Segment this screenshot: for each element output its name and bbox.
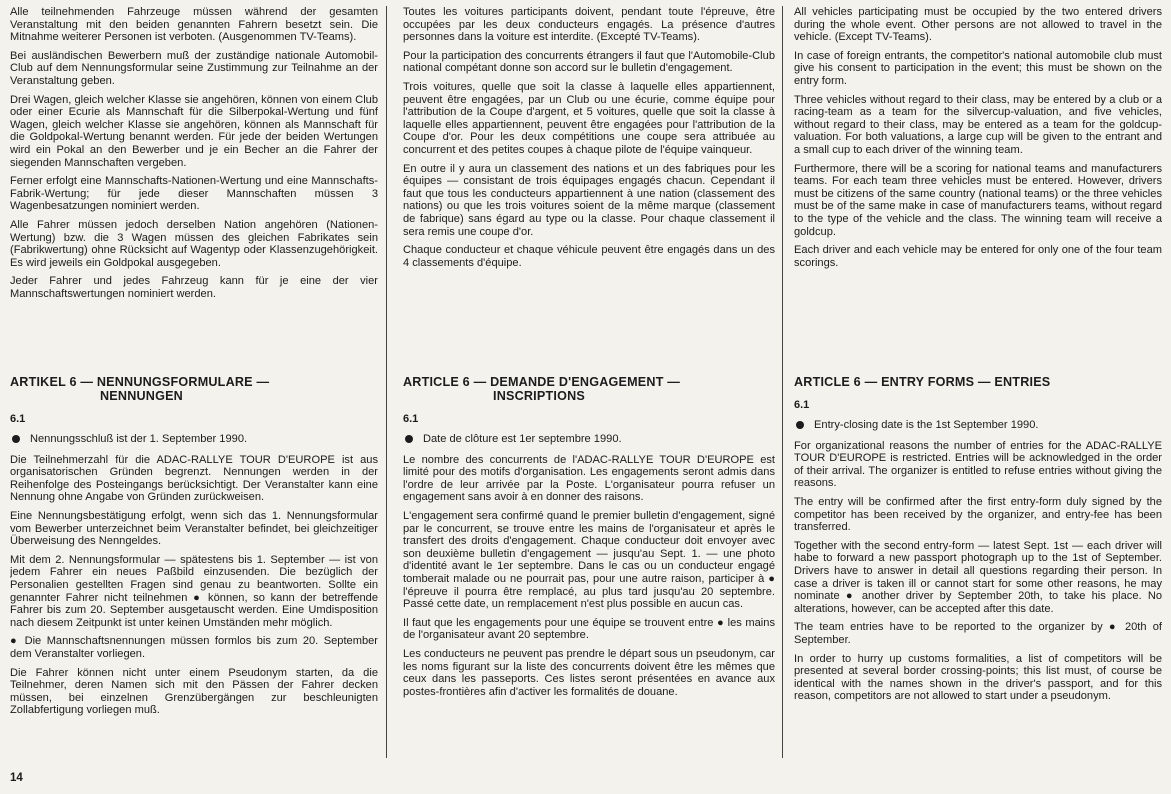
- french-top-text: [403, 6, 775, 361]
- section-number: 6.1: [403, 413, 419, 425]
- paragraph: Each driver and each vehicle may be entered for only one of the four team scorings.: [794, 244, 1162, 269]
- paragraph: For organizational reasons the number of entries for the ADAC-RALLYE TOUR D'EUROPE is restricted. Entries will be acknowledged in the order of their arrival. The organizer is entitled to refuse entries without giving the reasons.: [794, 439, 1162, 490]
- bullet-icon: [405, 435, 413, 443]
- paragraph: Drei Wagen, gleich welcher Klasse sie angehören, können von einem Club oder einer Ecurie als Mannschaft für die Silberpokal-Wertung und fünf Wagen, gleich welcher Klasse sie angehören, können als Mannschaft für die Goldpokal-Wertung benannt werden. Für jede der beiden Wertungen wird ein Pokal an den Bewerber und je ein Becher an die Fahrer der siegenden Mannschaften vergeben.: [10, 93, 378, 169]
- section-number: 6.1: [794, 399, 810, 411]
- heading-line: NENNUNGEN: [100, 389, 183, 403]
- bullet-item: [403, 433, 775, 446]
- paragraph: Die Teilnehmerzahl für die ADAC-RALLYE TOUR D'EUROPE ist aus organisatorischen Gründen begrenzt. Nennungen werden in der Reihenfolge des Posteingangs berücksichtigt. Der Veranstalter kann eine Nennung ohne Angabe von Gründen zurückweisen.: [10, 453, 378, 504]
- paragraph: Jeder Fahrer und jedes Fahrzeug kann für je eine der vier Mannschaftswertungen nominiert werden.: [10, 275, 378, 300]
- paragraph: The entry will be confirmed after the first entry-form duly signed by the competitor has been received by the organizer, and entry-fee has been transferred.: [794, 495, 1162, 534]
- bullet-text: Nennungsschluß ist der 1. September 1990.: [30, 433, 248, 445]
- column-divider: [386, 6, 387, 758]
- paragraph: The team entries have to be reported to the organizer by ● 20th of September.: [794, 621, 1162, 646]
- heading-line: ARTIKEL 6 — NENNUNGSFORMULARE —: [10, 375, 270, 389]
- paragraph: ● Die Mannschaftsnennungen müssen formlos bis zum 20. September dem Veranstalter vorliegen.: [10, 635, 378, 660]
- paragraph: Three vehicles without regard to their class, may be entered by a club or a racing-team as a team for the silvercup-valuation, and five vehicles, without regard to their class, may be entered as a team for the goldcup-valuation. For both valuations, a large cup will be given to the entrant and a small cup to each driver of the winning team.: [794, 93, 1162, 156]
- paragraph: En outre il y aura un classement des nations et un des fabriques pour les équipes — consistant de trois équipages engagés chacun. Cependant il faut que tous les conducteurs appartiennent à une nation (classement des nations) ou que les trois voitures soient de la même marque (classement de fabrique) sans égard au type ou la classe. Pour chaque classement il sera remis une coupe d'or.: [403, 162, 775, 238]
- bullet-text: Date de clôture est 1er septembre 1990.: [423, 433, 622, 445]
- article-heading: [403, 375, 775, 403]
- bullet-item: [10, 433, 378, 446]
- paragraph: Bei ausländischen Bewerbern muß der zuständige nationale Automobil-Club auf dem Nennungsformular seine Zustimmung zur Teilnahme an der Veranstaltung geben.: [10, 49, 378, 87]
- heading-line: ARTICLE 6 — ENTRY FORMS — ENTRIES: [794, 375, 1051, 389]
- paragraph: Mit dem 2. Nennungsformular — spätestens bis 1. September — ist von jedem Fahrer ein neues Paßbild einzusenden. Die bezüglich der Personalien gestellten Fragen sind genau zu beantworten. Sollte ein genannter Fahrer nicht teilnehmen ● können, so kann der betreffende Fahrer bis zum 20. September ausgetauscht werden. Eine Umdisposition nach diesem Zeitpunkt ist unter keinen Umständen mehr möglich.: [10, 553, 378, 629]
- paragraph: Die Fahrer können nicht unter einem Pseudonym starten, da die Teilnehmer, deren Namen sich mit den Pässen der Fahrer decken müssen, bei einzelnen Grenzübergängen zur beschleunigten Zollabfertigung vorliegen muß.: [10, 666, 378, 717]
- paragraph: Alle teilnehmenden Fahrzeuge müssen während der gesamten Veranstaltung mit den beiden genannten Fahrern besetzt sein. Die Mitnahme weiterer Personen ist verboten. (Ausgenommen TV-Teams).: [10, 6, 378, 44]
- german-column: [10, 6, 378, 764]
- article-heading: [794, 375, 1162, 389]
- paragraph: L'engagement sera confirmé quand le premier bulletin d'engagement, signé par le concurrent, se trouve entre les mains de l'organisateur et après le transfert des droits d'engagement. Chaque conducteur doit envoyer avec son deuxième bulletin d'engagement — jusqu'au Sept. 1. — une photo d'identité avant le 1er septembre. Dans le cas ou un conducteur engagé tomberait malade ou ne pourrait pas, pour une autre raison, participer à ● l'épreuve il pourra être remplacé, au plus tard jusqu'au 20 septembre. Passé cette date, un remplacement n'est plus possible en aucun cas.: [403, 509, 775, 611]
- paragraph: Alle Fahrer müssen jedoch derselben Nation angehören (Nationen-Wertung) bzw. die 3 Wagen müssen des gleichen Fabrikates sein (Fabrikwertung) ohne Rücksicht auf Wagentyp oder Klassenzugehörigkeit. Es wird jeweils ein Goldpokal ausgegeben.: [10, 218, 378, 269]
- paragraph: Eine Nennungsbestätigung erfolgt, wenn sich das 1. Nennungsformular vom Bewerber unterzeichnet beim Veranstalter befindet, bei gleichzeitiger Überweisung des Nenngeldes.: [10, 509, 378, 548]
- article-heading: [10, 375, 378, 403]
- heading-line: INSCRIPTIONS: [493, 389, 585, 403]
- paragraph: Furthermore, there will be a scoring for national teams and manufacturers teams. For each team three vehicles must be entered. However, drivers must be citizens of the same country (national teams) or the three vehicles must be of the same make in case of manufacturers teams, without regard to the type of the vehicle and the class. The winning team will receive a goldcup.: [794, 162, 1162, 238]
- english-column: [794, 6, 1162, 764]
- paragraph: In order to hurry up customs formalities, a list of competitors will be presented at several border crossing-points; this list must, of course be identical with the names shown in the driver's passport, and for this reason, competitors are not allowed to start under a pseudonym.: [794, 652, 1162, 703]
- paragraph: Chaque conducteur et chaque véhicule peuvent être engagés dans un des 4 classements d'équipe.: [403, 244, 775, 269]
- paragraph: All vehicles participating must be occupied by the two entered drivers during the whole event. Other persons are not allowed to travel in the vehicle. (Except TV-Teams).: [794, 6, 1162, 44]
- paragraph: Il faut que les engagements pour une équipe se trouvent entre ● les mains de l'organisateur avant 20 septembre.: [403, 616, 775, 642]
- bullet-icon: [12, 435, 20, 443]
- column-divider: [782, 6, 783, 758]
- page-number: 14: [10, 772, 23, 784]
- paragraph: In case of foreign entrants, the competitor's national automobile club must give his consent to participation in the event; this must be shown on the entry form.: [794, 49, 1162, 87]
- paragraph: Toutes les voitures participants doivent, pendant toute l'épreuve, être occupées par les deux conducteurs engagés. La présence d'autres personnes dans la voiture est interdite. (Excepté TV-Teams).: [403, 6, 775, 44]
- bullet-text: Entry-closing date is the 1st September 1990.: [814, 419, 1039, 431]
- german-top-text: [10, 6, 378, 361]
- paragraph: Pour la participation des concurrents étrangers il faut que l'Automobile-Club national compétant donne son accord sur le bulletin d'engagement.: [403, 49, 775, 75]
- paragraph: Le nombre des concurrents de l'ADAC-RALLYE TOUR D'EUROPE est limité pour des motifs d'organisation. Les engagements seront admis dans l'ordre de leur arrivée par la Poste. L'organisateur pourra refuser un engagement sans avoir à en donner des raisons.: [403, 453, 775, 504]
- english-top-text: [794, 6, 1162, 361]
- french-column: [403, 6, 775, 764]
- bullet-item: [794, 419, 1162, 432]
- heading-line: ARTICLE 6 — DEMANDE D'ENGAGEMENT —: [403, 375, 681, 389]
- paragraph: Trois voitures, quelle que soit la classe à laquelle elles appartiennent, peuvent être engagées, par un Club ou une écurie, comme équipe pour l'attribution de la Coupe d'argent, et 5 voitures, quelle que soit la classe à laquelle elles appartiennent, peuvent être engagées pour l'attribution de la Coupe d'or. Pour les deux compétitions une coupe sera attribuée au concurrent et des petites coupes à chaque pilote de l'équipe vainqueur.: [403, 80, 775, 156]
- paragraph: Together with the second entry-form — latest Sept. 1st — each driver will habe to forward a new passport photograph up to the 1st of September. Drivers have to answer in detail all questions regarding their person. In case a driver is taken ill or cannot start for some other reasons, he may nominate ● another driver by September 20th, to take his place. No alterations, however, can be accepted after this date.: [794, 539, 1162, 615]
- paragraph: Ferner erfolgt eine Mannschafts-Nationen-Wertung und eine Mannschafts-Fabrik-Wertung; für jede dieser Mannschaften müssen 3 Wagenbesatzungen nominiert werden.: [10, 175, 378, 213]
- section-number: 6.1: [10, 413, 26, 425]
- bullet-icon: [796, 421, 804, 429]
- paragraph: Les conducteurs ne peuvent pas prendre le départ sous un pseudonym, car les noms figurant sur la liste des concurrents doivent être les mêmes que ceux dans les passeports. Ces listes seront présentées en avance aux postes-frontières afin d'activer les formalités de douane.: [403, 647, 775, 698]
